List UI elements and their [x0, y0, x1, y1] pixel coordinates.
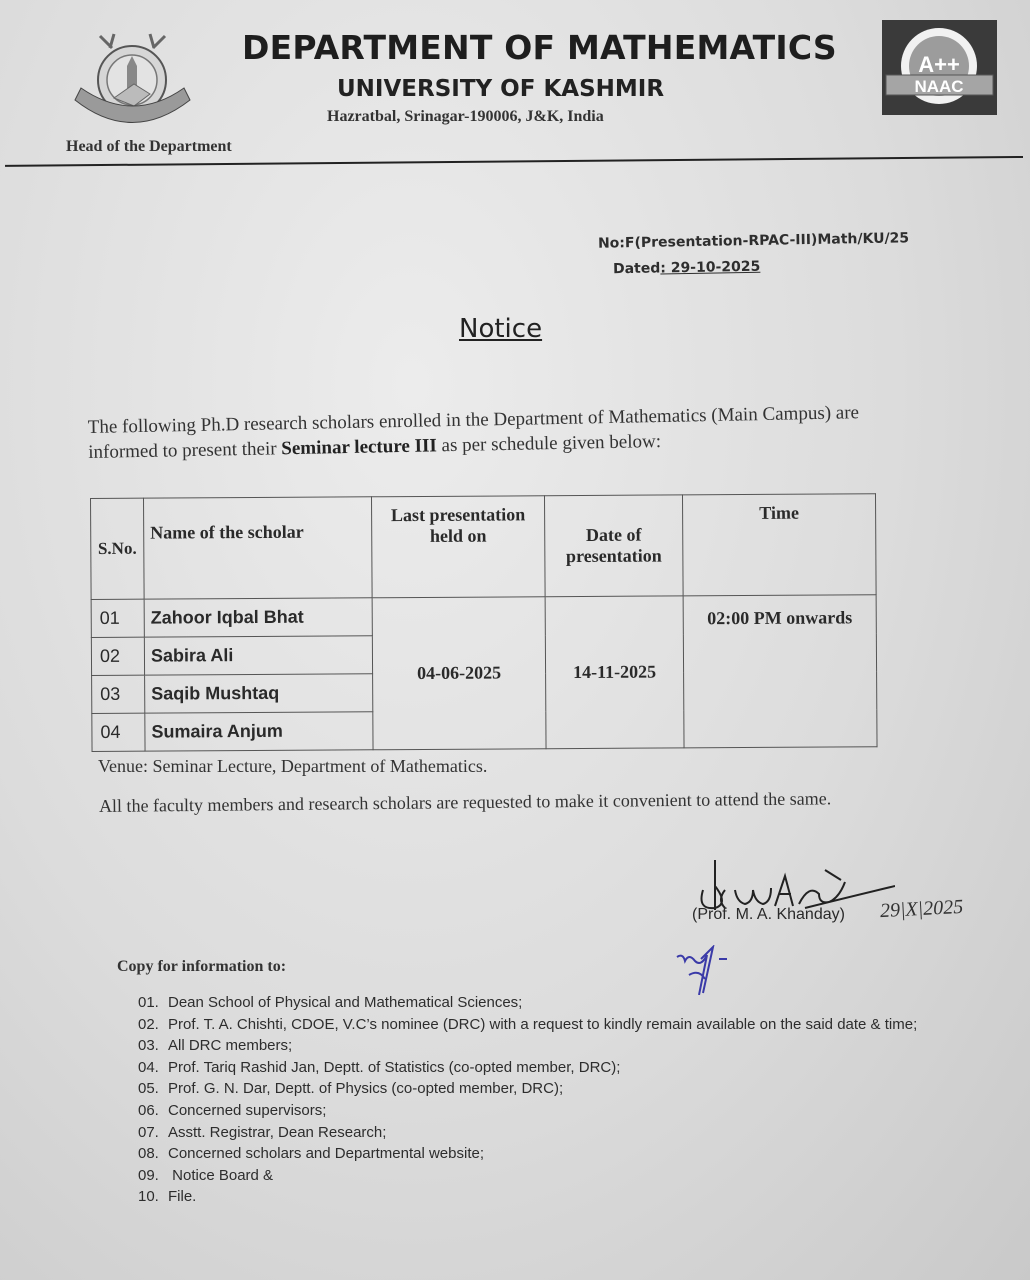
list-item: 04. Prof. Tariq Rashid Jan, Deptt. of Statistics (co-opted member, DRC);: [138, 1058, 621, 1076]
list-item: 06. Concerned supervisors;: [138, 1101, 327, 1119]
table-header-row: [91, 494, 877, 600]
naac-label: NAAC: [914, 77, 964, 96]
naac-badge-icon: [882, 20, 997, 115]
university-seal-icon: [70, 28, 195, 133]
table-row: [91, 595, 876, 638]
dated-value: : 29-10-2025: [660, 258, 761, 277]
row-name: Sabira Ali: [144, 636, 372, 675]
list-item: 02. Prof. T. A. Chishti, CDOE, V.C’s nominee (DRC) with a request to kindly remain available on the said date & time;: [138, 1015, 918, 1033]
list-item: 08. Concerned scholars and Departmental website;: [138, 1145, 485, 1163]
presentation-time: 02:00 PM onwards: [683, 595, 877, 748]
copy-list: [138, 992, 917, 1208]
header-time: Time: [682, 494, 876, 596]
initials-icon: [675, 945, 765, 995]
row-name: Zahoor Iqbal Bhat: [144, 598, 372, 637]
copy-title: Copy for information to:: [117, 958, 287, 975]
header-date-presentation: Date of presentation: [544, 495, 683, 597]
schedule-table: [90, 493, 878, 752]
list-item: 05. Prof. G. N. Dar, Deptt. of Physics (co-opted member, DRC);: [138, 1080, 564, 1098]
venue-value: Seminar Lecture, Department of Mathematics.: [147, 756, 488, 776]
row-sno: 04: [92, 713, 145, 751]
header-divider: [5, 156, 1023, 167]
header-last-presentation: Last presentation held on: [371, 496, 545, 598]
row-sno: 01: [91, 599, 144, 637]
university-address: Hazratbal, Srinagar-190006, J&K, India: [327, 108, 604, 125]
naac-grade: A++: [918, 52, 960, 77]
list-item: 01. Dean School of Physical and Mathematical Sciences;: [138, 994, 523, 1011]
list-item: 03. All DRC members;: [138, 1037, 293, 1055]
last-presentation-date: 04-06-2025: [372, 597, 546, 750]
reference-number: No:F(Presentation-RPAC-III)Math/KU/25: [597, 230, 910, 252]
intro-text-2: as per schedule given below:: [436, 431, 662, 457]
list-item: 10. File.: [138, 1188, 197, 1206]
intro-text-1: The following Ph.D research scholars enrolled in the Department of Mathematics (Main Campus) are informed to present their: [87, 402, 860, 463]
office-title: Head of the Department: [66, 138, 232, 155]
venue-line: [98, 756, 487, 777]
notice-title: Notice: [459, 314, 543, 344]
intro-bold: Seminar lecture III: [281, 435, 438, 460]
header-sno: S.No.: [91, 498, 145, 599]
reference-date: [613, 259, 761, 278]
row-name: Sumaira Anjum: [145, 712, 373, 751]
signature-date: 29|X|2025: [879, 895, 964, 923]
presentation-date: 14-11-2025: [545, 596, 684, 749]
university-name: UNIVERSITY OF KASHMIR: [337, 76, 665, 102]
row-sno: 03: [92, 675, 145, 713]
header-name: Name of the scholar: [144, 497, 373, 599]
venue-label: Venue:: [98, 756, 148, 776]
intro-paragraph: [88, 399, 924, 465]
row-name: Saqib Mushtaq: [145, 674, 373, 713]
list-item: 07. Asstt. Registrar, Dean Research;: [138, 1123, 387, 1141]
list-item: 09. Notice Board &: [138, 1166, 274, 1184]
dated-label: Dated: [612, 260, 661, 278]
row-sno: 02: [91, 637, 144, 675]
signatory-name: (Prof. M. A. Khanday): [692, 906, 845, 923]
department-title: DEPARTMENT OF MATHEMATICS: [242, 28, 837, 67]
request-paragraph: All the faculty members and research scholars are requested to make it convenient to attend the same.: [98, 788, 832, 816]
